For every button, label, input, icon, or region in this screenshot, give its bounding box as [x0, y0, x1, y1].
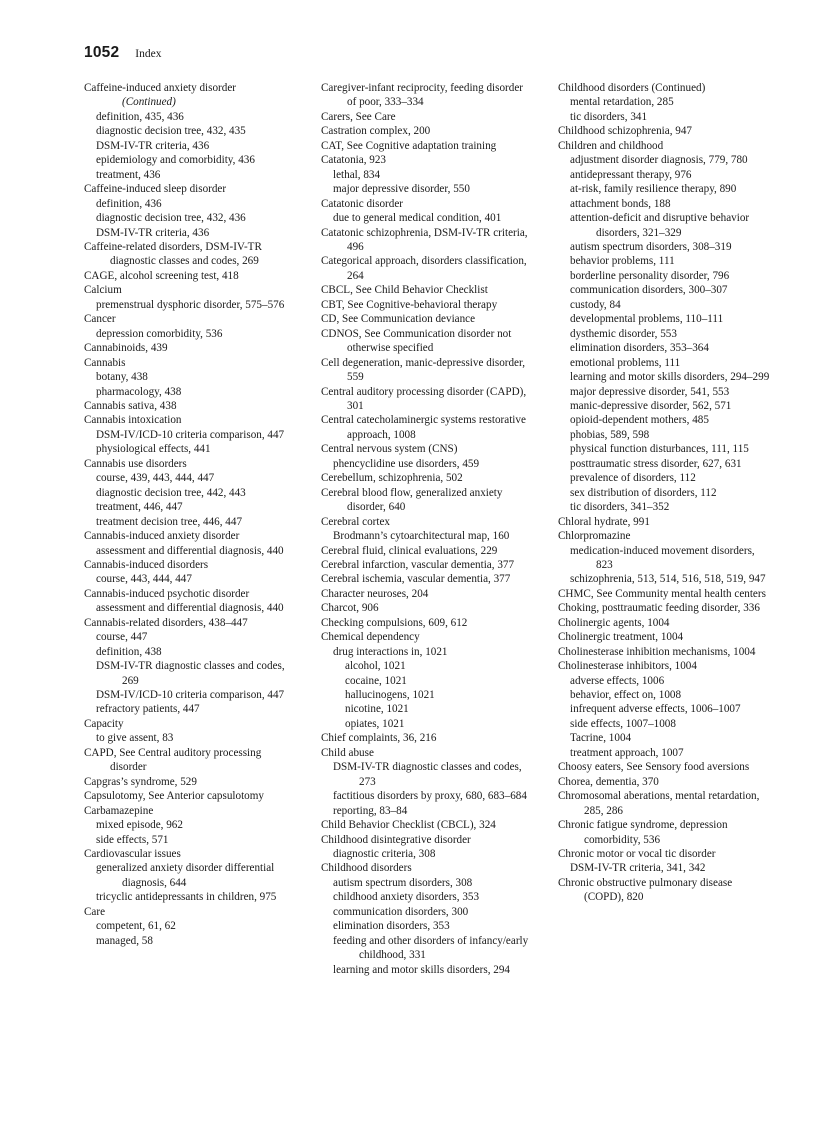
index-entry: Cholinergic treatment, 1004 [558, 631, 684, 644]
index-subentry: autism spectrum disorders, 308 [333, 876, 473, 889]
index-entry: Chromosomal aberations, mental retardation, 285, 286 [558, 790, 760, 817]
index-subentry: course, 439, 443, 444, 447 [96, 472, 215, 485]
index-entry: Catatonic disorder [321, 197, 403, 210]
index-entry: Child abuse [321, 746, 374, 759]
index-subentry: borderline personality disorder, 796 [570, 269, 730, 282]
index-entry: CHMC, See Community mental health centers [558, 587, 766, 600]
index-subentry: assessment and differential diagnosis, 440 [96, 602, 284, 615]
index-subentry: treatment approach, 1007 [570, 746, 684, 759]
index-subentry: communication disorders, 300–307 [570, 284, 728, 297]
index-entry: Choking, posttraumatic feeding disorder, 336 [558, 602, 760, 615]
index-entry: Cerebral fluid, clinical evaluations, 229 [321, 544, 498, 557]
index-entry: Care [84, 905, 106, 918]
index-entry: Cholinergic agents, 1004 [558, 616, 670, 629]
index-subentry: depression comorbidity, 536 [96, 327, 223, 340]
index-subentry: side effects, 571 [96, 833, 169, 846]
index-subentry: behavior problems, 111 [570, 255, 675, 268]
index-entry: Checking compulsions, 609, 612 [321, 616, 468, 629]
index-subentry: treatment, 446, 447 [96, 501, 183, 514]
index-subentry: attention-deficit and disruptive behavior disorders, 321–329 [570, 212, 750, 239]
index-entry: Cannabis-related disorders, 438–447 [84, 616, 248, 629]
index-entry: Central nervous system (CNS) [321, 443, 458, 456]
index-entry: Cerebellum, schizophrenia, 502 [321, 472, 463, 485]
index-entry: CAPD, See Central auditory processing disorder [84, 746, 262, 774]
index-entry: Capgras’s syndrome, 529 [84, 775, 197, 788]
index-entry: Central catecholaminergic systems restorative approach, 1008 [321, 414, 526, 441]
index-subentry: premenstrual dysphoric disorder, 575–576 [96, 298, 285, 311]
index-subentry: tricyclic antidepressants in children, 975 [96, 891, 277, 904]
index-subentry: feeding and other disorders of infancy/early childhood, 331 [333, 934, 529, 962]
index-subentry: Brodmann’s cytoarchitectural map, 160 [333, 530, 510, 543]
index-subentry: generalized anxiety disorder differential diagnosis, 644 [96, 862, 275, 889]
index-subentry: elimination disorders, 353 [333, 920, 450, 933]
index-entry: Caffeine-induced anxiety disorder [84, 82, 236, 94]
index-entry: Cell degeneration, manic-depressive disorder, 559 [321, 356, 526, 384]
index-subentry: diagnostic decision tree, 442, 443 [96, 486, 246, 499]
index-entry: Cannabis use disorders [84, 457, 187, 470]
index-subentry: definition, 436 [96, 197, 162, 210]
index-subentry: sex distribution of disorders, 112 [570, 486, 717, 499]
running-head: Index [135, 48, 162, 60]
index-entry: CBT, See Cognitive-behavioral therapy [321, 298, 498, 311]
index-subentry: competent, 61, 62 [96, 920, 176, 933]
index-entry: Carers, See Care [321, 110, 396, 123]
index-entry: CBCL, See Child Behavior Checklist [321, 284, 488, 297]
index-subentry: attachment bonds, 188 [570, 197, 671, 210]
index-entry: Central auditory processing disorder (CAPD), 301 [321, 385, 527, 412]
index-entry: Carbamazepine [84, 804, 154, 817]
index-subentry: dysthemic disorder, 553 [570, 327, 677, 340]
index-subentry: hallucinogens, 1021 [345, 689, 435, 702]
index-subentry: autism spectrum disorders, 308–319 [570, 240, 732, 253]
index-entry: Caffeine-related disorders, DSM-IV-TR diagnostic classes and codes, 269 [84, 240, 262, 268]
index-entry: Chief complaints, 36, 216 [321, 732, 437, 745]
page-number: 1052 [84, 44, 120, 61]
index-entry: Cancer [84, 313, 116, 326]
index-subentry: manic-depressive disorder, 562, 571 [570, 399, 732, 412]
index-subentry: course, 443, 444, 447 [96, 573, 192, 586]
index-entry: Children and childhood [558, 139, 664, 152]
index-subentry: prevalence of disorders, 112 [570, 472, 696, 485]
index-entry: CD, See Communication deviance [321, 313, 476, 326]
index-subentry: at-risk, family resilience therapy, 890 [570, 183, 737, 196]
index-entry: Cannabis sativa, 438 [84, 399, 177, 412]
index-subentry: major depressive disorder, 550 [333, 183, 470, 196]
index-subentry: reporting, 83–84 [333, 804, 408, 817]
index-subentry: diagnostic decision tree, 432, 435 [96, 125, 246, 138]
index-entry: Chronic motor or vocal tic disorder [558, 848, 716, 861]
index-column-2 [321, 81, 533, 977]
index-entry: Calcium [84, 284, 122, 297]
index-subentry: DSM-IV/ICD-10 criteria comparison, 447 [96, 689, 285, 702]
index-subentry: behavior, effect on, 1008 [570, 689, 682, 702]
index-subentry: alcohol, 1021 [345, 660, 406, 673]
index-subentry: phobias, 589, 598 [570, 428, 650, 441]
index-subentry: phencyclidine use disorders, 459 [333, 457, 480, 470]
index-subentry: major depressive disorder, 541, 553 [570, 385, 730, 398]
index-entry: Childhood disorders (Continued) [558, 82, 706, 94]
index-entry: Cardiovascular issues [84, 848, 181, 861]
index-entry: CAT, See Cognitive adaptation training [321, 139, 497, 152]
index-subentry: physical function disturbances, 111, 115 [570, 443, 749, 456]
index-subentry: medication-induced movement disorders, 823 [570, 544, 755, 571]
index-subentry: schizophrenia, 513, 514, 516, 518, 519, 947 [570, 573, 766, 586]
index-entry: Cerebral ischemia, vascular dementia, 377 [321, 573, 511, 586]
index-entry: Caregiver-infant reciprocity, feeding disorder of poor, 333–334 [321, 82, 523, 109]
index-column-1 [84, 81, 296, 948]
index-subentry: adverse effects, 1006 [570, 674, 665, 687]
index-entry: Catatonia, 923 [321, 154, 386, 167]
index-subentry: learning and motor skills disorders, 294 [333, 963, 510, 976]
index-entry: Child Behavior Checklist (CBCL), 324 [321, 819, 496, 832]
index-subentry: nicotine, 1021 [345, 703, 409, 716]
index-subentry: diagnostic decision tree, 432, 436 [96, 212, 246, 225]
index-entry: CAGE, alcohol screening test, 418 [84, 269, 239, 282]
index-subentry: DSM-IV-TR diagnostic classes and codes, 273 [333, 761, 522, 788]
index-subentry: elimination disorders, 353–364 [570, 342, 709, 355]
index-subentry: botany, 438 [96, 371, 148, 384]
index-subentry: epidemiology and comorbidity, 436 [96, 154, 255, 167]
index-subentry: tic disorders, 341 [570, 110, 648, 123]
index-subentry: DSM-IV-TR diagnostic classes and codes, 269 [96, 660, 285, 687]
index-subentry: developmental problems, 110–111 [570, 313, 724, 326]
index-entry: Cholinesterase inhibition mechanisms, 1004 [558, 645, 756, 658]
index-entry: Cannabis-induced anxiety disorder [84, 530, 240, 543]
index-subentry: physiological effects, 441 [96, 443, 211, 456]
index-entry: Cannabis intoxication [84, 414, 182, 427]
index-subentry: course, 447 [96, 631, 148, 644]
index-subentry: definition, 435, 436 [96, 110, 184, 123]
index-subentry: antidepressant therapy, 976 [570, 168, 692, 181]
index-entry: Capsulotomy, See Anterior capsulotomy [84, 790, 264, 803]
index-entry: Cerebral blood flow, generalized anxiety disorder, 640 [321, 486, 503, 514]
index-subentry: assessment and differential diagnosis, 440 [96, 544, 284, 557]
index-entry: Catatonic schizophrenia, DSM-IV-TR criteria, 496 [321, 226, 528, 253]
index-subentry: opiates, 1021 [345, 717, 405, 730]
page-header [84, 44, 161, 62]
index-subentry: diagnostic criteria, 308 [333, 848, 436, 861]
index-subentry: managed, 58 [96, 934, 153, 947]
index-entry: Castration complex, 200 [321, 125, 431, 138]
index-subentry: side effects, 1007–1008 [570, 717, 676, 730]
index-subentry: mental retardation, 285 [570, 96, 674, 109]
index-subentry: opioid-dependent mothers, 485 [570, 414, 709, 427]
index-subentry: Tacrine, 1004 [570, 732, 632, 745]
index-subentry: DSM-IV-TR criteria, 436 [96, 139, 210, 152]
index-subentry: refractory patients, 447 [96, 703, 200, 716]
index-entry: Cerebral cortex [321, 515, 390, 528]
index-subentry: communication disorders, 300 [333, 905, 469, 918]
index-subentry: lethal, 834 [333, 168, 381, 181]
index-entry: Chlorpromazine [558, 530, 631, 543]
index-entry: Childhood disorders [321, 862, 412, 875]
index-entry: Chloral hydrate, 991 [558, 515, 650, 528]
index-entry: Capacity [84, 717, 124, 730]
index-entry: Character neuroses, 204 [321, 587, 429, 600]
index-subentry: childhood anxiety disorders, 353 [333, 891, 480, 904]
index-entry: Charcot, 906 [321, 602, 379, 615]
index-subentry: DSM-IV/ICD-10 criteria comparison, 447 [96, 428, 285, 441]
index-subentry: tic disorders, 341–352 [570, 501, 670, 514]
continued-label: (Continued) [122, 96, 176, 109]
index-subentry: treatment decision tree, 446, 447 [96, 515, 243, 528]
index-entry: Categorical approach, disorders classification, 264 [321, 255, 527, 282]
index-entry: Chronic fatigue syndrome, depression comorbidity, 536 [558, 819, 728, 846]
index-entry: CDNOS, See Communication disorder not otherwise specified [321, 327, 512, 355]
index-entry: Cerebral infarction, vascular dementia, 377 [321, 558, 515, 571]
index-subentry: definition, 438 [96, 645, 162, 658]
index-entry: Childhood disintegrative disorder [321, 833, 471, 846]
index-subentry: drug interactions in, 1021 [333, 645, 448, 658]
index-entry: Chemical dependency [321, 631, 420, 644]
index-subentry: due to general medical condition, 401 [333, 212, 502, 225]
index-subentry: posttraumatic stress disorder, 627, 631 [570, 457, 742, 470]
index-subentry: DSM-IV-TR criteria, 341, 342 [570, 862, 706, 875]
index-entry: Cannabinoids, 439 [84, 342, 168, 355]
index-subentry: emotional problems, 111 [570, 356, 681, 369]
index-entry: Cholinesterase inhibitors, 1004 [558, 660, 697, 673]
index-entry: Cannabis-induced disorders [84, 558, 209, 571]
index-subentry: to give assent, 83 [96, 732, 174, 745]
index-entry: Chronic obstructive pulmonary disease (COPD), 820 [558, 876, 733, 904]
index-entry: Cannabis [84, 356, 126, 369]
index-subentry: treatment, 436 [96, 168, 161, 181]
index-subentry: DSM-IV-TR criteria, 436 [96, 226, 210, 239]
index-subentry: adjustment disorder diagnosis, 779, 780 [570, 154, 748, 167]
index-subentry: factitious disorders by proxy, 680, 683–684 [333, 790, 527, 803]
index-entry: Choosy eaters, See Sensory food aversions [558, 761, 750, 774]
index-entry: Cannabis-induced psychotic disorder [84, 587, 250, 600]
index-subentry: cocaine, 1021 [345, 674, 407, 687]
index-subentry: pharmacology, 438 [96, 385, 182, 398]
index-entry: Caffeine-induced sleep disorder [84, 183, 227, 196]
index-column-3 [558, 81, 770, 905]
index-subentry: infrequent adverse effects, 1006–1007 [570, 703, 741, 716]
index-subentry: learning and motor skills disorders, 294–299 [570, 371, 770, 384]
index-subentry: custody, 84 [570, 298, 621, 311]
index-entry: Chorea, dementia, 370 [558, 775, 659, 788]
index-entry: Childhood schizophrenia, 947 [558, 125, 692, 138]
index-subentry: mixed episode, 962 [96, 819, 183, 832]
